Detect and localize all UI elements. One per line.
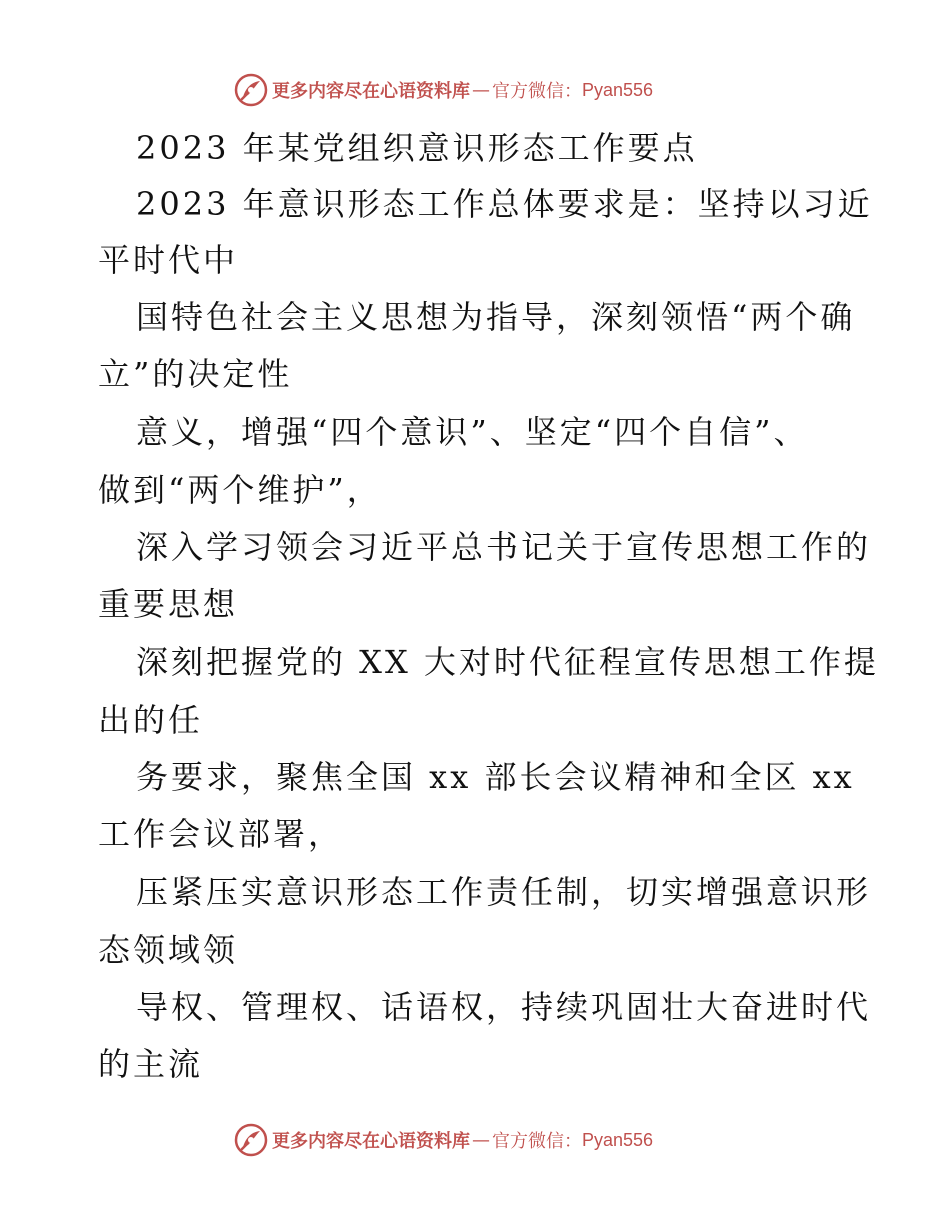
paragraph-line: 做到“两个维护”， — [98, 471, 382, 509]
paragraph-line: 国特色社会主义思想为指导，深刻领悟“两个确 — [136, 298, 856, 336]
paragraph-line: 平时代中 — [98, 241, 239, 279]
footer-wechat-label: 官方微信： — [492, 1131, 582, 1152]
header-banner[interactable] — [234, 72, 653, 108]
paragraph-line: 态领域领 — [98, 931, 239, 969]
header-brand-text: 更多内容尽在心语资料库 — [272, 81, 470, 102]
paragraph-line: 的主流 — [98, 1045, 204, 1083]
paragraph-line: 出的任 — [98, 701, 204, 739]
brand-logo-icon — [234, 73, 268, 107]
paragraph-line: 意义，增强“四个意识”、坚定“四个自信”、 — [136, 413, 809, 451]
header-separator: — — [472, 79, 490, 101]
brand-logo-icon — [234, 1123, 268, 1157]
paragraph-line: 重要思想 — [98, 585, 239, 623]
paragraph-line: 压紧压实意识形态工作责任制，切实增强意识形 — [136, 873, 872, 911]
paragraph-line: 2023 年意识形态工作总体要求是：坚持以习近 — [136, 185, 873, 223]
paragraph-line: 工作会议部署， — [98, 815, 344, 853]
footer-separator: — — [472, 1129, 490, 1151]
header-wechat-label: 官方微信： — [492, 81, 582, 102]
document-title: 2023 年某党组织意识形态工作要点 — [136, 129, 698, 167]
paragraph-line: 导权、管理权、话语权，持续巩固壮大奋进时代 — [136, 988, 872, 1026]
paragraph-line: 深入学习领会习近平总书记关于宣传思想工作的 — [136, 528, 872, 566]
footer-brand-text: 更多内容尽在心语资料库 — [272, 1131, 470, 1152]
footer-banner[interactable] — [234, 1122, 653, 1158]
paragraph-line: 务要求，聚焦全国 xx 部长会议精神和全区 xx — [136, 758, 855, 796]
paragraph-line: 深刻把握党的 XX 大对时代征程宣传思想工作提 — [136, 643, 879, 681]
footer-wechat-id: Pyan556 — [582, 1129, 654, 1150]
header-wechat-id: Pyan556 — [582, 79, 654, 100]
paragraph-line: 立”的决定性 — [98, 355, 293, 393]
